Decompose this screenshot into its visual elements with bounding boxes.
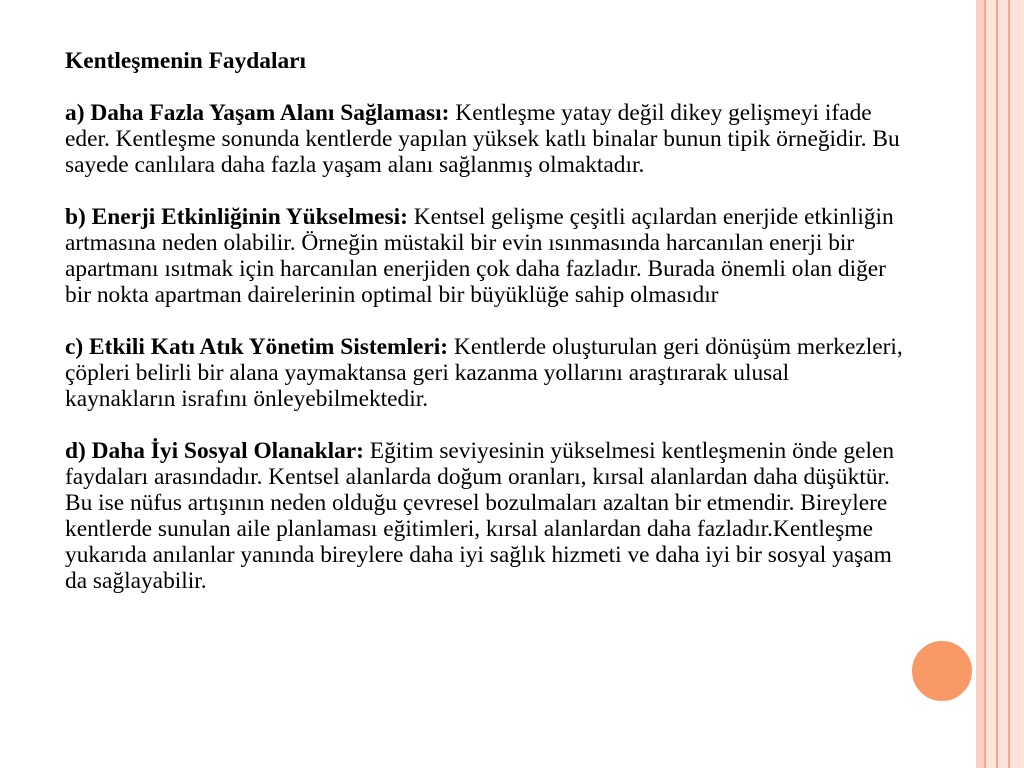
- section-c-text: Kentlerde oluşturulan geri dönüşüm merkezleri, çöpleri belirli bir alana yaymaktansa geri kazanma yollarını araştırarak ulusal kaynakların israfını önleyebilmektedir.: [65, 334, 903, 412]
- section-a: [65, 100, 905, 178]
- decorative-circle: [910, 639, 974, 703]
- section-d-label: d) Daha İyi Sosyal Olanaklar:: [65, 438, 364, 464]
- section-c: [65, 334, 905, 412]
- slide-body: [65, 48, 905, 620]
- section-b-text: Kentsel gelişme çeşitli açılardan enerjide etkinliğin artmasına neden olabilir. Örneğin müstakil bir evin ısınmasında harcanılan enerji bir apartmanı ısıtmak için harcanılan enerjiden çok daha fazladır. Burada önemli olan diğer bir nokta apartman dairelerinin optimal bir büyüklüğe sahip olmasıdır: [65, 204, 894, 308]
- section-c-label: c) Etkili Katı Atık Yönetim Sistemleri:: [65, 334, 449, 360]
- section-d: [65, 438, 905, 594]
- section-b-label: b) Enerji Etkinliğinin Yükselmesi:: [65, 204, 408, 230]
- section-d-text: Eğitim seviyesinin yükselmesi kentleşmenin önde gelen faydaları arasındadır. Kentsel alanlarda doğum oranları, kırsal alanlardan daha düşüktür. Bu ise nüfus artışının neden olduğu çevresel bozulmaları azaltan bir etmendir. Bireylere kentlerde sunulan aile planlaması eğitimleri, kırsal alanlardan daha fazladır.Kentleşme yukarıda anılanlar yanında bireylere daha iyi sağlık hizmeti ve daha iyi bir sosyal yaşam da sağlayabilir.: [65, 438, 895, 594]
- decorative-side-stripes: [976, 0, 1024, 768]
- section-a-text: Kentleşme yatay değil dikey gelişmeyi ifade eder. Kentleşme sonunda kentlerde yapılan yüksek katlı binalar bunun tipik örneğidir. Bu sayede canlılara daha fazla yaşam alanı sağlanmış olmaktadır.: [65, 100, 900, 178]
- slide-title: Kentleşmenin Faydaları: [65, 48, 307, 74]
- section-a-label: a) Daha Fazla Yaşam Alanı Sağlaması:: [65, 100, 450, 126]
- section-b: [65, 204, 905, 308]
